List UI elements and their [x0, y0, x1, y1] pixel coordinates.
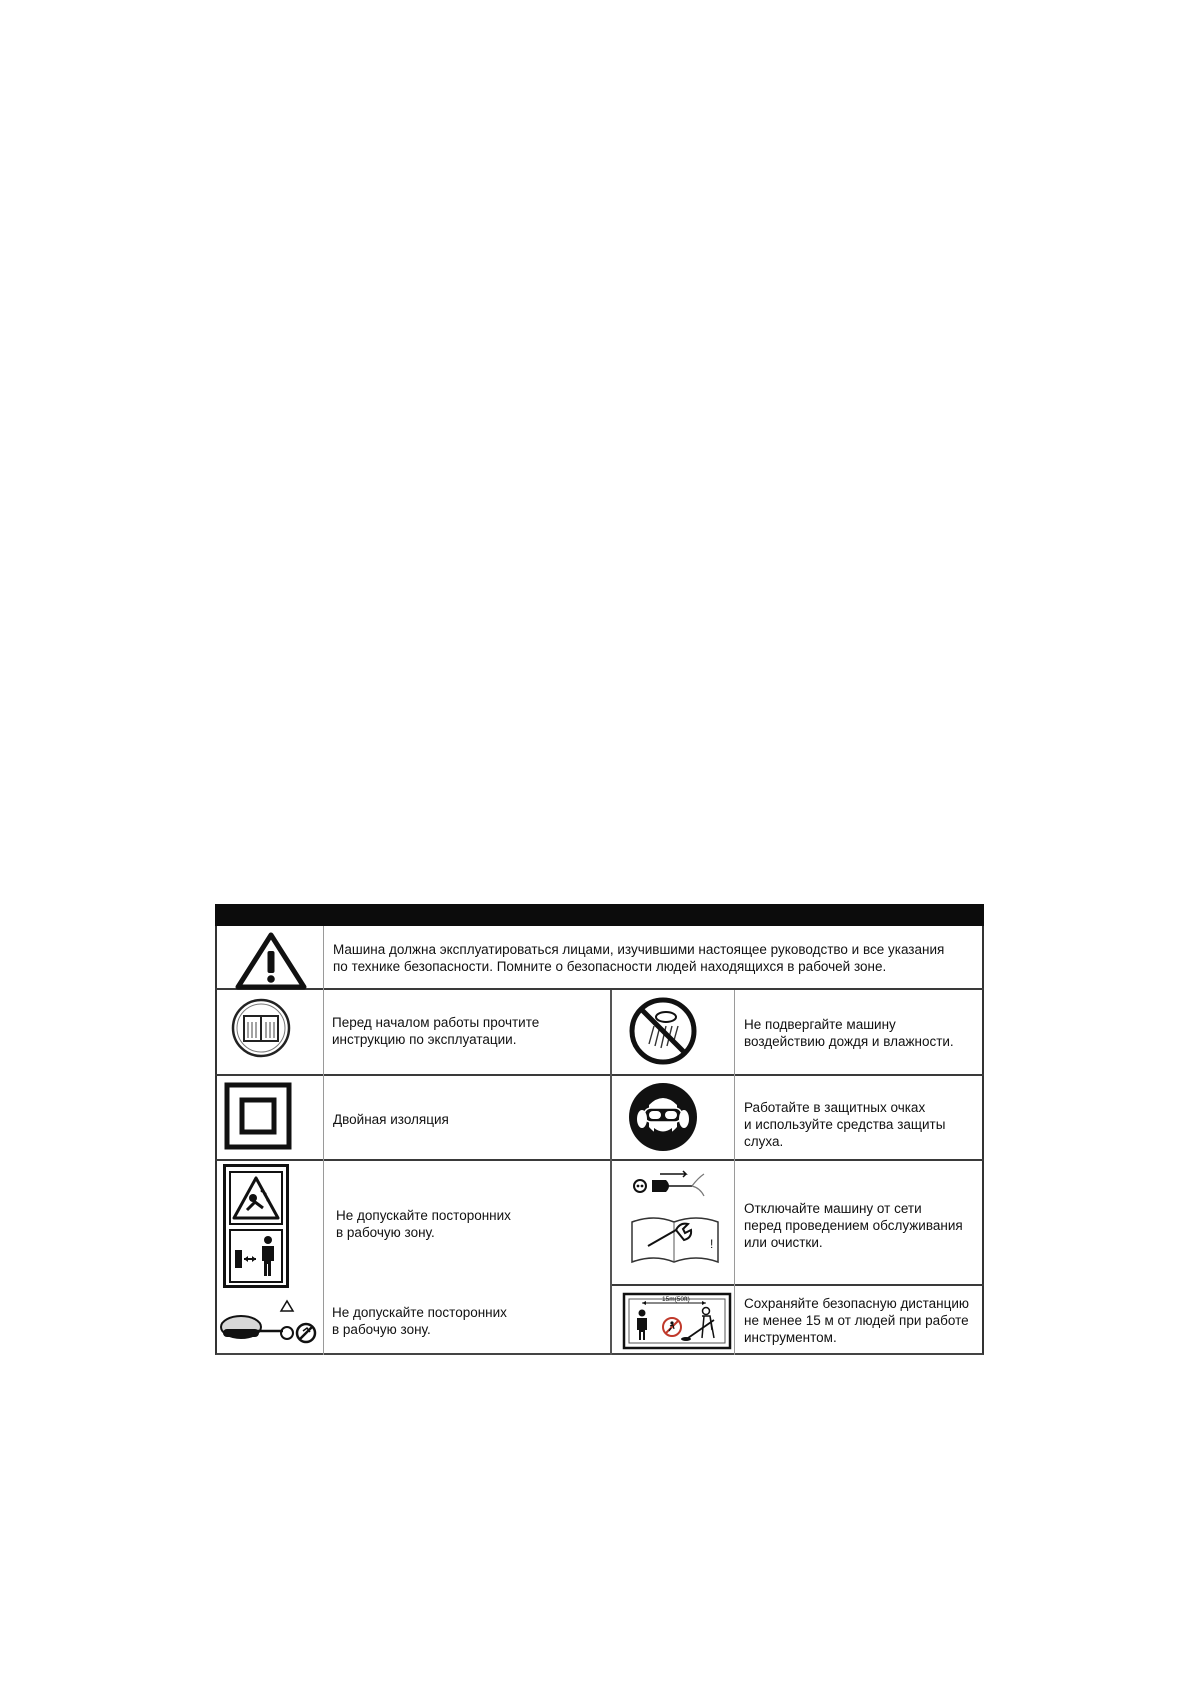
bystander-warning-icon — [223, 1164, 289, 1288]
unplug-text: Отключайте машину от сети перед проведением обслуживания или очистки. — [744, 1201, 963, 1250]
column-divider — [323, 926, 324, 1355]
row-divider — [215, 1074, 984, 1076]
general-warning-text: Машина должна эксплуатироваться лицами, изучившими настоящее руководство и все указания по технике безопасности. Помните о безопасности людей находящихся в рабочей зоне. — [333, 942, 945, 974]
row-divider — [215, 1159, 984, 1161]
protective-gear-text: Работайте в защитных очках и используйте средства защиты слуха. — [744, 1100, 946, 1149]
row-divider — [215, 988, 984, 990]
goggles-ear-protection-icon — [627, 1081, 699, 1153]
warning-triangle-icon — [235, 932, 307, 990]
svg-text:15m(50ft): 15m(50ft) — [662, 1296, 690, 1303]
safe-distance-icon — [622, 1290, 732, 1352]
trimmer-hazard-icon — [217, 1289, 321, 1351]
svg-text:!: ! — [710, 1237, 714, 1251]
safe-distance-text: Сохраняйте безопасную дистанцию не менее 15 м от людей при работе инструментом. — [744, 1296, 970, 1345]
trimmer-bystanders-text: Не допускайте посторонних в рабочую зону. — [332, 1305, 507, 1337]
table-header-bar — [215, 904, 984, 926]
unplug-maintenance-icon — [630, 1166, 720, 1276]
safety-symbols-table — [215, 904, 984, 1355]
column-divider — [734, 990, 735, 1355]
no-rain-icon — [628, 996, 698, 1066]
manual-book-icon — [229, 996, 293, 1060]
keep-bystanders-away-text: Не допускайте посторонних в рабочую зону. — [336, 1208, 511, 1240]
double-insulation-text: Двойная изоляция — [333, 1112, 449, 1127]
column-divider — [610, 990, 612, 1355]
row-divider — [610, 1284, 984, 1286]
no-rain-text: Не подвергайте машину воздействию дождя и влажности. — [744, 1017, 954, 1049]
read-manual-text: Перед началом работы прочтите инструкцию по эксплуатации. — [332, 1015, 540, 1047]
double-insulation-icon — [223, 1081, 293, 1151]
